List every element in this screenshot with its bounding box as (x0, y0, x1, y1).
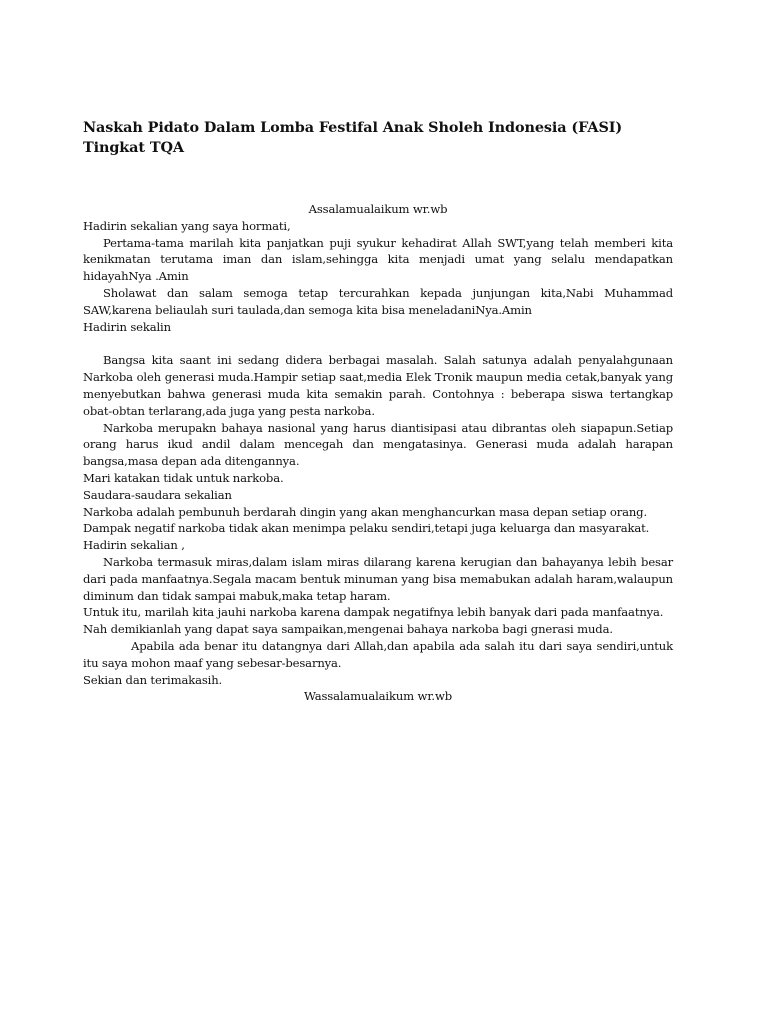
blank-line (83, 335, 673, 352)
document-page (83, 118, 673, 705)
paragraph: Narkoba merupakn bahaya nasional yang harus diantisipasi atau dibrantas oleh siapapun.Setiap orang harus ikud andil dalam mencegah dan mengatasinya. Generasi muda adalah harapan bangsa,masa depan ada ditengannya. (83, 420, 673, 469)
closing-greeting: Wassalamualaikum wr.wb (303, 689, 453, 704)
paragraph: Sholawat dan salam semoga tetap tercurahkan kepada junjungan kita,Nabi Muhammad SAW,karena beliaulah suri taulada,dan semoga kita bisa meneladaniNya.Amin (83, 285, 673, 317)
paragraph: Narkoba termasuk miras,dalam islam miras dilarang karena kerugian dan bahayanya lebih besar dari pada manfaatnya.Segala macam bentuk minuman yang bisa memabukan adalah haram,walaupun diminum dan tidak sampai mabuk,maka tetap haram. (83, 554, 673, 603)
paragraph: Dampak negatif narkoba tidak akan menimpa pelaku sendiri,tetapi juga keluarga dan masyarakat. (83, 521, 650, 536)
paragraph: Sekian dan terimakasih. (83, 672, 223, 687)
paragraph: Hadirin sekalian yang saya hormati, (83, 218, 291, 233)
opening-greeting: Assalamualaikum wr.wb (308, 202, 448, 216)
paragraph: Mari katakan tidak untuk narkoba. (83, 470, 284, 485)
paragraph: Untuk itu, marilah kita jauhi narkoba karena dampak negatifnya lebih banyak dari pada manfaatnya. (83, 605, 664, 620)
document-title: Naskah Pidato Dalam Lomba Festifal Anak Sholeh Indonesia (FASI) Tingkat TQA (83, 119, 623, 156)
paragraph: Apabila ada benar itu datangnya dari Allah,dan apabila ada salah itu dari saya sendiri,untuk itu saya mohon maaf yang sebesar-besarnya. (83, 638, 673, 670)
paragraph: Bangsa kita saant ini sedang didera berbagai masalah. Salah satunya adalah penyalahgunaan Narkoba oleh generasi muda.Hampir setiap saat,media Elek Tronik maupun media cetak,banyak yang menyebutkan bahwa generasi muda kita semakin parah. Contohnya : beberapa siswa tertangkap obat-obtan terlarang,ada juga yang pesta narkoba. (83, 353, 673, 418)
document-body (83, 201, 673, 705)
paragraph: Pertama-tama marilah kita panjatkan puji syukur kehadirat Allah SWT,yang telah memberi kita kenikmatan terutama iman dan islam,sehingga kita menjadi umat yang selalu mendapatkan hidayahNya .Amin (83, 235, 673, 284)
paragraph: Saudara-saudara sekalian (83, 487, 232, 502)
paragraph: Hadirin sekalin (83, 319, 171, 334)
paragraph: Narkoba adalah pembunuh berdarah dingin yang akan menghancurkan masa depan setiap orang. (83, 504, 647, 519)
paragraph: Nah demikianlah yang dapat saya sampaikan,mengenai bahaya narkoba bagi gnerasi muda. (83, 622, 613, 637)
paragraph: Hadirin sekalian , (83, 538, 185, 553)
